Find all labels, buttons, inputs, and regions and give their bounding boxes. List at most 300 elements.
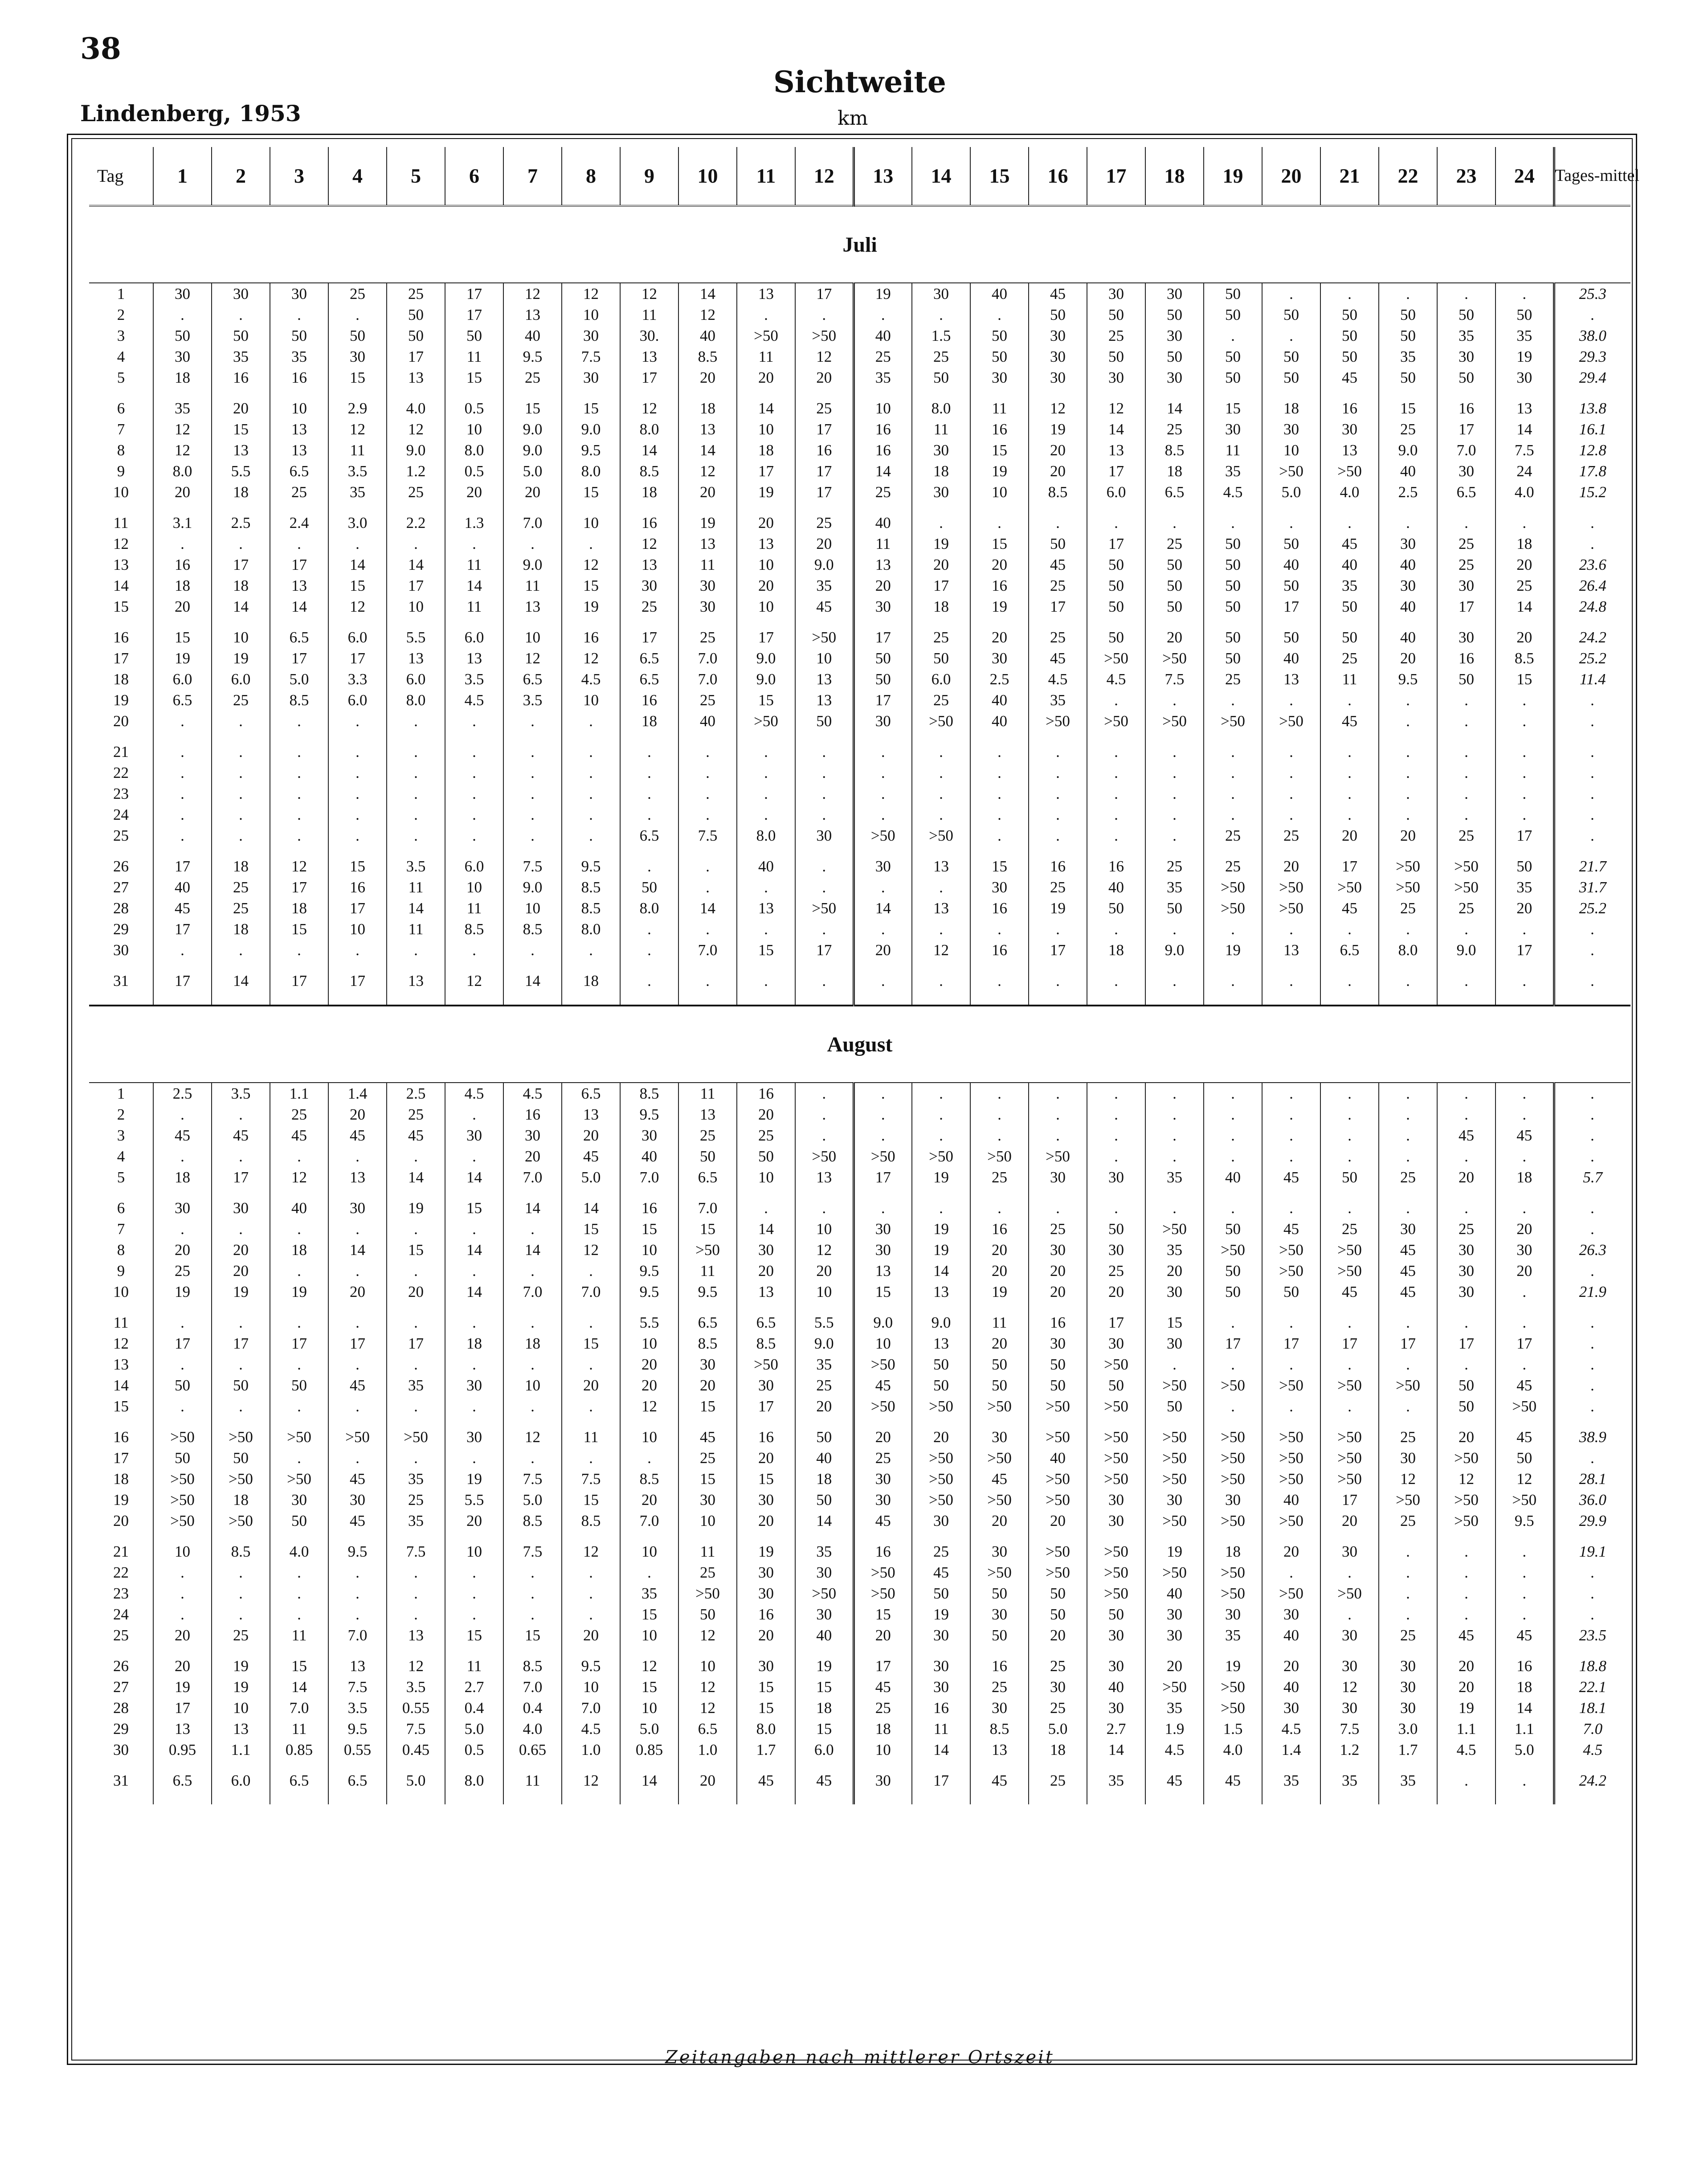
gap-cell bbox=[854, 617, 912, 627]
hour-value-cell: 10 bbox=[737, 1167, 795, 1188]
hour-value-cell: . bbox=[795, 1125, 854, 1146]
hour-value-cell: 4.5 bbox=[1087, 669, 1145, 690]
hour-value-cell: 17 bbox=[795, 461, 854, 482]
hour-value-cell: 17 bbox=[1496, 940, 1554, 961]
hour-value-cell: 50 bbox=[854, 669, 912, 690]
hour-value-cell: 50 bbox=[1087, 554, 1145, 575]
hour-value-cell: 50 bbox=[1204, 575, 1262, 596]
hour-value-cell: 30 bbox=[795, 1562, 854, 1583]
spacer-cell bbox=[212, 991, 270, 1006]
hour-value-cell: . bbox=[1437, 1312, 1496, 1333]
hour-value-cell: 10 bbox=[737, 596, 795, 617]
gap-cell bbox=[1554, 503, 1630, 512]
day-cell: 24 bbox=[113, 1606, 129, 1623]
hour-value-cell: 30 bbox=[212, 1198, 270, 1218]
hour-value-cell: 40 bbox=[1262, 1625, 1320, 1646]
hour-value-cell: 12 bbox=[678, 304, 737, 325]
hour-value-cell: . bbox=[854, 783, 912, 804]
page-title: Sichtweite bbox=[773, 65, 946, 99]
hour-value-cell: . bbox=[153, 1312, 212, 1333]
hour-value-cell: 30 bbox=[1320, 1625, 1379, 1646]
hour-value-cell: 13 bbox=[445, 648, 503, 669]
hour-value-cell: 19 bbox=[1204, 1656, 1262, 1676]
hour-value-cell: . bbox=[562, 1583, 620, 1604]
day-cell: 11 bbox=[113, 514, 129, 532]
hour-value-cell: 16 bbox=[1496, 1656, 1554, 1676]
gap-cell bbox=[1029, 1302, 1087, 1312]
day-cell: 2 bbox=[117, 1106, 125, 1123]
table-row bbox=[89, 1718, 1630, 1739]
hour-value-cell: . bbox=[1379, 711, 1437, 732]
hour-value-cell: >50 bbox=[1029, 1146, 1087, 1167]
hour-value-cell: 50 bbox=[1029, 304, 1087, 325]
hour-value-cell: . bbox=[1496, 1541, 1554, 1562]
hour-value-cell: 50 bbox=[1145, 898, 1204, 919]
gap-cell bbox=[89, 503, 153, 512]
hour-value-cell: 45 bbox=[1204, 1770, 1262, 1791]
hour-value-cell: 6.5 bbox=[620, 648, 678, 669]
hour-value-cell: 14 bbox=[678, 283, 737, 304]
hour-value-cell: 5.0 bbox=[1262, 482, 1320, 503]
gap-cell bbox=[212, 1302, 270, 1312]
hour-value-cell: 30 bbox=[1320, 1656, 1379, 1676]
hour-value-cell: . bbox=[153, 804, 212, 825]
hour-value-cell: . bbox=[1437, 919, 1496, 940]
hour-value-cell: 40 bbox=[1262, 554, 1320, 575]
hour-value-cell: . bbox=[212, 940, 270, 961]
hour-value-cell: 20 bbox=[620, 1354, 678, 1375]
row-group-gap bbox=[89, 388, 1630, 398]
gap-cell bbox=[1204, 388, 1262, 398]
hour-value-cell: 35 bbox=[795, 575, 854, 596]
hour-value-cell: 50 bbox=[1029, 1583, 1087, 1604]
hour-value-cell: >50 bbox=[970, 1447, 1029, 1468]
hour-value-cell: 30 bbox=[737, 1656, 795, 1676]
hour-value-cell: 50 bbox=[678, 1604, 737, 1625]
hour-value-cell: 20 bbox=[620, 1375, 678, 1396]
daily-mean-cell: 36.0 bbox=[1554, 1489, 1630, 1510]
hour-value-cell: . bbox=[795, 1083, 854, 1104]
hour-value-cell: . bbox=[1320, 512, 1379, 533]
hour-value-cell: 6.0 bbox=[387, 669, 445, 690]
hour-value-cell: . bbox=[1496, 804, 1554, 825]
header-hour: 1 bbox=[153, 147, 212, 206]
table-row bbox=[89, 1562, 1630, 1583]
gap-cell bbox=[562, 1302, 620, 1312]
hour-value-cell: . bbox=[445, 1104, 503, 1125]
gap-cell bbox=[153, 961, 212, 970]
hour-value-cell: . bbox=[854, 1104, 912, 1125]
gap-cell bbox=[1437, 388, 1496, 398]
hour-value-cell: . bbox=[387, 783, 445, 804]
hour-value-cell: 17 bbox=[328, 648, 387, 669]
hour-value-cell: . bbox=[1145, 1104, 1204, 1125]
hour-value-cell: 8.5 bbox=[562, 877, 620, 898]
hour-value-cell: . bbox=[1262, 970, 1320, 991]
hour-value-cell: 1.3 bbox=[445, 512, 503, 533]
gap-cell bbox=[270, 1417, 328, 1427]
hour-value-cell: 30 bbox=[328, 1198, 387, 1218]
hour-value-cell: 4.0 bbox=[1320, 482, 1379, 503]
header-hour: 10 bbox=[678, 147, 737, 206]
gap-cell bbox=[153, 732, 212, 741]
hour-value-cell: >50 bbox=[1262, 1239, 1320, 1260]
hour-value-cell: 19 bbox=[970, 1281, 1029, 1302]
hour-value-cell: 8.0 bbox=[737, 825, 795, 846]
hour-value-cell: 18 bbox=[1262, 398, 1320, 419]
hour-value-cell: . bbox=[1087, 690, 1145, 711]
hour-value-cell: 18 bbox=[795, 1697, 854, 1718]
hour-value-cell: 30 bbox=[328, 1489, 387, 1510]
gap-cell bbox=[1320, 617, 1379, 627]
hour-value-cell: . bbox=[445, 1604, 503, 1625]
hour-value-cell: 4.5 bbox=[503, 1083, 562, 1104]
hour-value-cell: . bbox=[737, 877, 795, 898]
hour-value-cell: 11 bbox=[970, 1312, 1029, 1333]
hour-value-cell: 17 bbox=[1496, 825, 1554, 846]
gap-cell bbox=[1379, 961, 1437, 970]
hour-value-cell: . bbox=[328, 1312, 387, 1333]
hour-value-cell: 50 bbox=[1029, 1354, 1087, 1375]
spacer-cell bbox=[1554, 991, 1630, 1006]
hour-value-cell: 9.5 bbox=[620, 1104, 678, 1125]
hour-value-cell: 17 bbox=[212, 554, 270, 575]
hour-value-cell: 20 bbox=[562, 1625, 620, 1646]
hour-value-cell: . bbox=[1204, 1083, 1262, 1104]
gap-cell bbox=[1029, 388, 1087, 398]
hour-value-cell: . bbox=[1029, 1104, 1087, 1125]
hour-value-cell: 12 bbox=[503, 1427, 562, 1447]
daily-mean-cell: . bbox=[1554, 783, 1630, 804]
hour-value-cell: . bbox=[795, 1104, 854, 1125]
hour-value-cell: 3.5 bbox=[503, 690, 562, 711]
hour-value-cell: . bbox=[1262, 1083, 1320, 1104]
hour-value-cell: 8.0 bbox=[620, 419, 678, 440]
hour-value-cell: . bbox=[270, 711, 328, 732]
hour-value-cell: 20 bbox=[1496, 627, 1554, 648]
spacer-cell bbox=[1379, 1791, 1437, 1804]
hour-value-cell: . bbox=[1262, 1146, 1320, 1167]
daily-mean-cell: . bbox=[1554, 1218, 1630, 1239]
hour-value-cell: >50 bbox=[1145, 1468, 1204, 1489]
gap-cell bbox=[1320, 1646, 1379, 1656]
daily-mean-cell: 25.2 bbox=[1554, 648, 1630, 669]
hour-value-cell: . bbox=[678, 783, 737, 804]
gap-cell bbox=[445, 1760, 503, 1770]
hour-value-cell: . bbox=[970, 1104, 1029, 1125]
hour-value-cell: 30 bbox=[1029, 1239, 1087, 1260]
hour-value-cell: >50 bbox=[387, 1427, 445, 1447]
hour-value-cell: 14 bbox=[212, 596, 270, 617]
hour-value-cell: . bbox=[562, 1604, 620, 1625]
hour-value-cell: 18 bbox=[1087, 940, 1145, 961]
gap-cell bbox=[620, 503, 678, 512]
hour-value-cell: 50 bbox=[1204, 304, 1262, 325]
hour-value-cell: >50 bbox=[1204, 1510, 1262, 1531]
header-hour: 21 bbox=[1320, 147, 1379, 206]
gap-cell bbox=[1554, 1760, 1630, 1770]
hour-value-cell: . bbox=[912, 783, 970, 804]
month-label: August bbox=[89, 1006, 1630, 1083]
day-cell: 13 bbox=[113, 1356, 129, 1373]
hour-value-cell: . bbox=[270, 762, 328, 783]
gap-cell bbox=[1437, 961, 1496, 970]
hour-value-cell: 40 bbox=[854, 325, 912, 346]
gap-cell bbox=[620, 732, 678, 741]
hour-value-cell: 45 bbox=[387, 1125, 445, 1146]
hour-value-cell: 50 bbox=[1087, 575, 1145, 596]
hour-value-cell: 5.5 bbox=[795, 1312, 854, 1333]
hour-value-cell: 17 bbox=[854, 627, 912, 648]
hour-value-cell: 18 bbox=[212, 919, 270, 940]
hour-value-cell: 25 bbox=[153, 1260, 212, 1281]
gap-cell bbox=[328, 388, 387, 398]
hour-value-cell: 9.0 bbox=[1379, 440, 1437, 461]
hour-value-cell: 30 bbox=[1437, 1281, 1496, 1302]
hour-value-cell: 17 bbox=[795, 482, 854, 503]
hour-value-cell: 15 bbox=[387, 1239, 445, 1260]
hour-value-cell: 8.5 bbox=[503, 1510, 562, 1531]
hour-value-cell: . bbox=[562, 533, 620, 554]
table-row bbox=[89, 825, 1630, 846]
hour-value-cell: >50 bbox=[970, 1562, 1029, 1583]
hour-value-cell: 50 bbox=[970, 1375, 1029, 1396]
hour-value-cell: . bbox=[737, 762, 795, 783]
daily-mean-cell: 12.8 bbox=[1554, 440, 1630, 461]
hour-value-cell: 50 bbox=[1087, 1375, 1145, 1396]
hour-value-cell: 50 bbox=[1145, 346, 1204, 367]
spacer-cell bbox=[1204, 1791, 1262, 1804]
hour-value-cell: >50 bbox=[737, 711, 795, 732]
gap-cell bbox=[678, 846, 737, 856]
hour-value-cell: 25 bbox=[854, 1447, 912, 1468]
daily-mean-cell: . bbox=[1554, 1312, 1630, 1333]
gap-cell bbox=[1262, 503, 1320, 512]
hour-value-cell: . bbox=[153, 825, 212, 846]
hour-value-cell: . bbox=[1145, 783, 1204, 804]
gap-cell bbox=[212, 1531, 270, 1541]
hour-value-cell: 11 bbox=[678, 1260, 737, 1281]
hour-value-cell: 30 bbox=[854, 1239, 912, 1260]
hour-value-cell: 18 bbox=[1029, 1739, 1087, 1760]
hour-value-cell: 14 bbox=[562, 1198, 620, 1218]
hour-value-cell: . bbox=[503, 1447, 562, 1468]
hour-value-cell: 50 bbox=[1145, 575, 1204, 596]
hour-value-cell: 8.5 bbox=[1496, 648, 1554, 669]
hour-value-cell: 50 bbox=[1145, 304, 1204, 325]
table-row bbox=[89, 648, 1630, 669]
day-cell: 31 bbox=[113, 972, 129, 989]
hour-value-cell: . bbox=[153, 1354, 212, 1375]
hour-value-cell: 1.4 bbox=[328, 1083, 387, 1104]
hour-value-cell: 30 bbox=[445, 1125, 503, 1146]
row-group-gap bbox=[89, 1417, 1630, 1427]
gap-cell bbox=[328, 846, 387, 856]
gap-cell bbox=[854, 961, 912, 970]
hour-value-cell: 12 bbox=[678, 1676, 737, 1697]
hour-value-cell: 14 bbox=[387, 898, 445, 919]
hour-value-cell: 3.5 bbox=[445, 669, 503, 690]
hour-value-cell: 12 bbox=[620, 533, 678, 554]
hour-value-cell: 25 bbox=[1029, 627, 1087, 648]
hour-value-cell: 17 bbox=[620, 367, 678, 388]
hour-value-cell: 11 bbox=[737, 346, 795, 367]
hour-value-cell: >50 bbox=[1087, 1354, 1145, 1375]
hour-value-cell: 30 bbox=[1145, 367, 1204, 388]
hour-value-cell: 14 bbox=[1496, 419, 1554, 440]
hour-value-cell: . bbox=[1496, 283, 1554, 304]
gap-cell bbox=[212, 1188, 270, 1198]
gap-cell bbox=[970, 1417, 1029, 1427]
gap-cell bbox=[1379, 1188, 1437, 1198]
gap-cell bbox=[1437, 732, 1496, 741]
day-cell: 30 bbox=[113, 1741, 129, 1758]
hour-value-cell: 30 bbox=[1204, 1604, 1262, 1625]
hour-value-cell: . bbox=[912, 304, 970, 325]
gap-cell bbox=[1437, 1302, 1496, 1312]
hour-value-cell: 15 bbox=[737, 940, 795, 961]
hour-value-cell: 25 bbox=[1437, 825, 1496, 846]
gap-cell bbox=[387, 732, 445, 741]
hour-value-cell: 35 bbox=[1379, 1770, 1437, 1791]
table-row bbox=[89, 1198, 1630, 1218]
hour-value-cell: 30 bbox=[737, 1562, 795, 1583]
hour-value-cell: 15 bbox=[854, 1604, 912, 1625]
spacer-cell bbox=[1262, 991, 1320, 1006]
gap-cell bbox=[1204, 732, 1262, 741]
gap-cell bbox=[328, 1417, 387, 1427]
day-cell: 18 bbox=[113, 671, 129, 688]
hour-value-cell: 9.0 bbox=[854, 1312, 912, 1333]
hour-value-cell: 30 bbox=[1320, 419, 1379, 440]
hour-value-cell: 25 bbox=[678, 627, 737, 648]
gap-cell bbox=[1320, 1760, 1379, 1770]
hour-value-cell: 2.5 bbox=[970, 669, 1029, 690]
day-cell: 25 bbox=[113, 827, 129, 844]
gap-cell bbox=[912, 961, 970, 970]
hour-value-cell: 10 bbox=[620, 1427, 678, 1447]
hour-value-cell: 6.5 bbox=[562, 1083, 620, 1104]
day-cell: 24 bbox=[113, 806, 129, 823]
hour-value-cell: 7.0 bbox=[562, 1697, 620, 1718]
hour-value-cell: 7.0 bbox=[503, 1281, 562, 1302]
hour-value-cell: 25 bbox=[795, 1375, 854, 1396]
hour-value-cell: 25 bbox=[1437, 898, 1496, 919]
table-row bbox=[89, 482, 1630, 503]
hour-value-cell: 50 bbox=[1204, 1260, 1262, 1281]
gap-cell bbox=[1204, 961, 1262, 970]
hour-value-cell: . bbox=[1496, 762, 1554, 783]
hour-value-cell: 25 bbox=[1262, 825, 1320, 846]
hour-value-cell: 50 bbox=[1087, 304, 1145, 325]
hour-value-cell: 13 bbox=[737, 1281, 795, 1302]
hour-value-cell: 10 bbox=[562, 690, 620, 711]
daily-mean-cell: . bbox=[1554, 741, 1630, 762]
hour-value-cell: 50 bbox=[1204, 596, 1262, 617]
hour-value-cell: 35 bbox=[1320, 575, 1379, 596]
hour-value-cell: 50 bbox=[1262, 627, 1320, 648]
hour-value-cell: . bbox=[1496, 690, 1554, 711]
gap-cell bbox=[270, 388, 328, 398]
hour-value-cell: 17 bbox=[1029, 596, 1087, 617]
hour-value-cell: 45 bbox=[328, 1125, 387, 1146]
hour-value-cell: 40 bbox=[1204, 1167, 1262, 1188]
gap-cell bbox=[445, 1531, 503, 1541]
hour-value-cell: 17 bbox=[1262, 596, 1320, 617]
hour-value-cell: 14 bbox=[328, 1239, 387, 1260]
hour-value-cell: . bbox=[854, 919, 912, 940]
hour-value-cell: 50 bbox=[1204, 1281, 1262, 1302]
hour-value-cell: 0.55 bbox=[387, 1697, 445, 1718]
day-cell: 5 bbox=[117, 369, 125, 386]
day-cell: 6 bbox=[117, 400, 125, 417]
gap-cell bbox=[795, 1531, 854, 1541]
hour-value-cell: 25 bbox=[854, 482, 912, 503]
hour-value-cell: . bbox=[445, 1583, 503, 1604]
gap-cell bbox=[678, 388, 737, 398]
hour-value-cell: 30 bbox=[1379, 1676, 1437, 1697]
hour-value-cell: 10 bbox=[387, 596, 445, 617]
hour-value-cell: 12 bbox=[620, 283, 678, 304]
gap-cell bbox=[153, 1760, 212, 1770]
hour-value-cell: . bbox=[445, 762, 503, 783]
hour-value-cell: 6.5 bbox=[737, 1312, 795, 1333]
hour-value-cell: . bbox=[445, 825, 503, 846]
daily-mean-cell: 11.4 bbox=[1554, 669, 1630, 690]
hour-value-cell: 12 bbox=[912, 940, 970, 961]
hour-value-cell: . bbox=[212, 783, 270, 804]
gap-cell bbox=[387, 961, 445, 970]
hour-value-cell: . bbox=[153, 762, 212, 783]
gap-cell bbox=[1145, 1302, 1204, 1312]
hour-value-cell: 30 bbox=[854, 1468, 912, 1489]
header-hour: 7 bbox=[503, 147, 562, 206]
table-row bbox=[89, 1354, 1630, 1375]
hour-value-cell: 6.0 bbox=[212, 669, 270, 690]
hour-value-cell: 11 bbox=[270, 1625, 328, 1646]
hour-value-cell: . bbox=[912, 762, 970, 783]
hour-value-cell: 45 bbox=[1437, 1125, 1496, 1146]
hour-value-cell: >50 bbox=[1145, 1676, 1204, 1697]
gap-cell bbox=[328, 961, 387, 970]
hour-value-cell: 30 bbox=[445, 1375, 503, 1396]
hour-value-cell: 13 bbox=[854, 554, 912, 575]
table-row bbox=[89, 856, 1630, 877]
gap-cell bbox=[970, 617, 1029, 627]
daily-mean-cell: 29.3 bbox=[1554, 346, 1630, 367]
hour-value-cell: 6.5 bbox=[620, 669, 678, 690]
hour-value-cell: 18 bbox=[153, 1167, 212, 1188]
hour-value-cell: . bbox=[795, 877, 854, 898]
hour-value-cell: . bbox=[387, 804, 445, 825]
hour-value-cell: 15 bbox=[1204, 398, 1262, 419]
hour-value-cell: 35 bbox=[387, 1510, 445, 1531]
hour-value-cell: . bbox=[153, 1146, 212, 1167]
hour-value-cell: 45 bbox=[328, 1375, 387, 1396]
hour-value-cell: 13 bbox=[328, 1656, 387, 1676]
hour-value-cell: 10 bbox=[620, 1239, 678, 1260]
hour-value-cell: 30 bbox=[1087, 1656, 1145, 1676]
gap-cell bbox=[1204, 1417, 1262, 1427]
hour-value-cell: 4.5 bbox=[1437, 1739, 1496, 1760]
hour-value-cell: 30 bbox=[1379, 1697, 1437, 1718]
gap-cell bbox=[970, 732, 1029, 741]
spacer-cell bbox=[795, 1791, 854, 1804]
gap-cell bbox=[620, 846, 678, 856]
gap-cell bbox=[912, 1302, 970, 1312]
day-cell: 25 bbox=[113, 1627, 129, 1644]
hour-value-cell: 11 bbox=[1320, 669, 1379, 690]
